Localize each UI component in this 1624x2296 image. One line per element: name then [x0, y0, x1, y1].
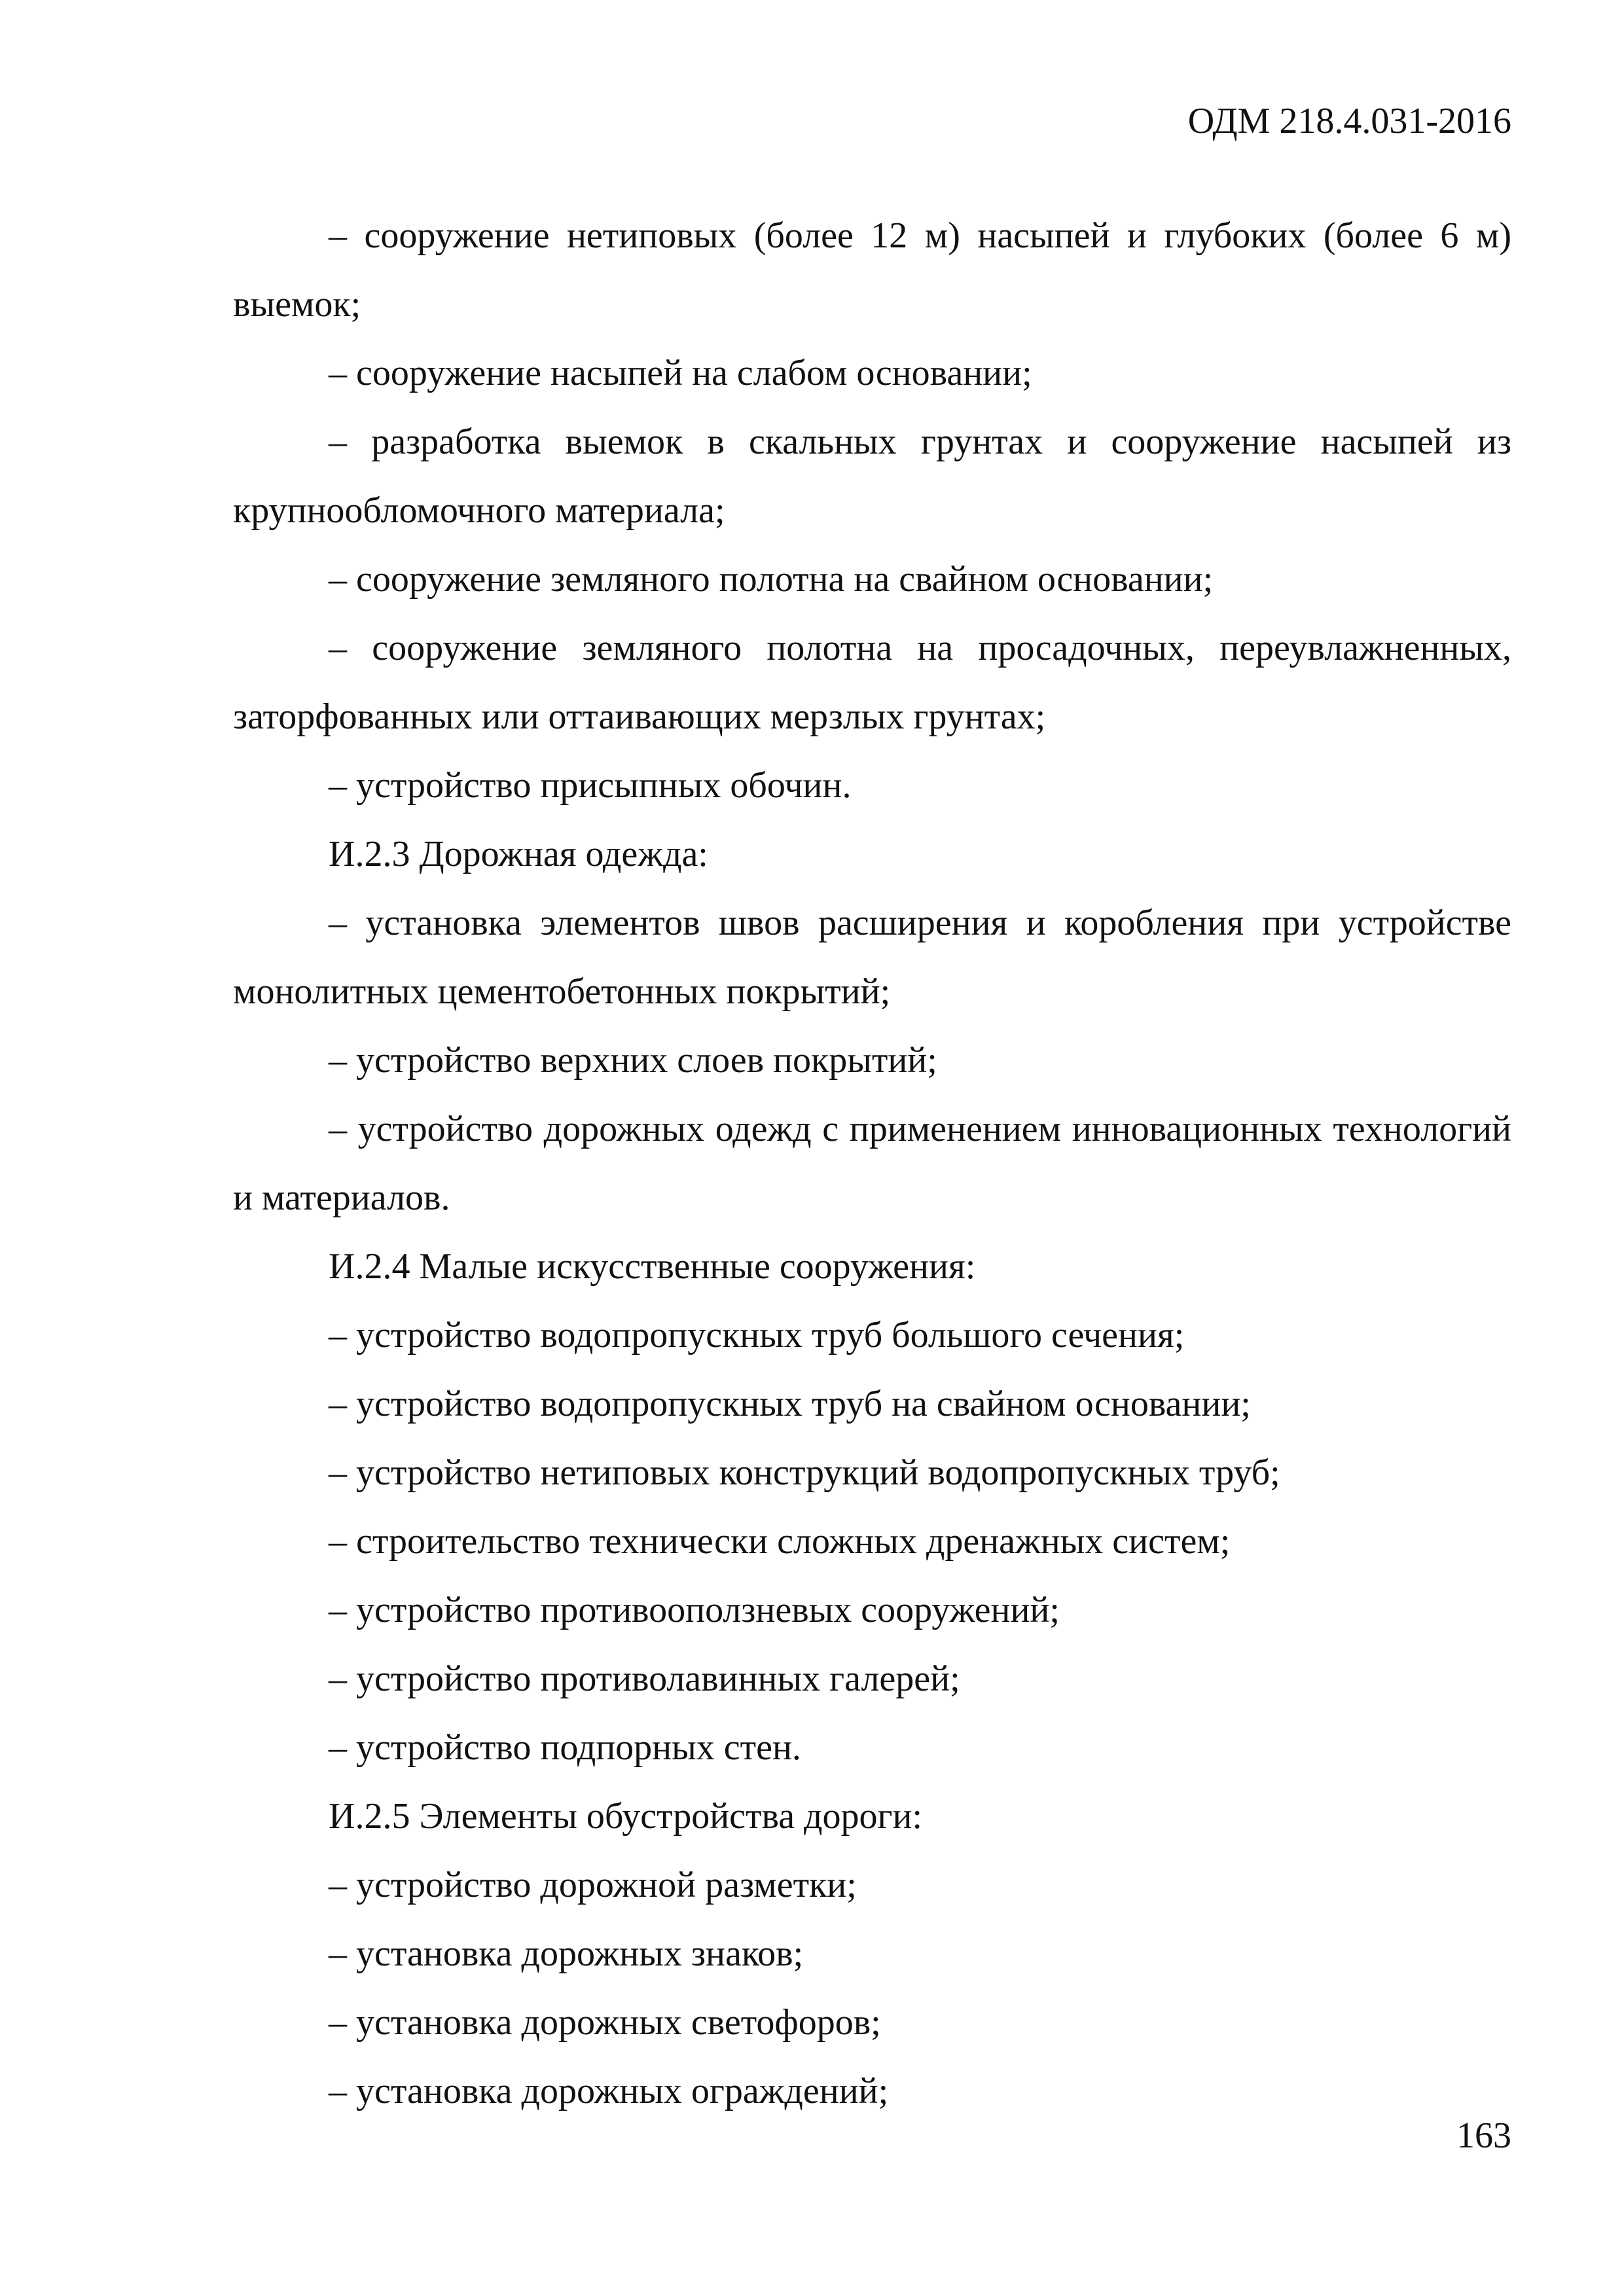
paragraph: – сооружение нетиповых (более 12 м) насыпей и глубоких (более 6 м) выемок; — [233, 215, 1511, 325]
paragraph: – сооружение земляного полотна на свайном основании; — [329, 559, 1214, 600]
paragraph: – устройство противооползневых сооружений; — [329, 1590, 1060, 1630]
paragraph: – установка дорожных светофоров; — [329, 2002, 881, 2043]
paragraph: – разработка выемок в скальных грунтах и сооружение насыпей из крупнообломочного материала; — [233, 422, 1511, 531]
paragraph: – устройство противолавинных галерей; — [329, 1659, 960, 1699]
paragraph: – устройство водопропускных труб большого сечения; — [329, 1315, 1185, 1355]
paragraph: – устройство водопропускных труб на свайном основании; — [329, 1384, 1251, 1424]
section-heading: И.2.5 Элементы обустройства дороги: — [329, 1796, 923, 1837]
paragraph: – установка дорожных знаков; — [329, 1933, 804, 1974]
section-heading: И.2.3 Дорожная одежда: — [329, 834, 708, 874]
paragraph: – установка дорожных ограждений; — [329, 2071, 889, 2111]
paragraph: – устройство дорожных одежд с применением инновационных технологий и материалов. — [233, 1109, 1511, 1218]
paragraph: – строительство технически сложных дренажных систем; — [329, 1521, 1231, 1562]
paragraph: – устройство дорожной разметки; — [329, 1865, 857, 1905]
page-number: 163 — [1456, 2115, 1511, 2156]
paragraph: – сооружение насыпей на слабом основании; — [329, 353, 1032, 393]
paragraph: – устройство присыпных обочин. — [329, 765, 852, 806]
section-heading: И.2.4 Малые искусственные сооружения: — [329, 1246, 976, 1287]
paragraph: – установка элементов швов расширения и коробления при устройстве монолитных цементобетонных покрытий; — [233, 903, 1511, 1012]
document-code-header: ОДМ 218.4.031-2016 — [1187, 101, 1511, 141]
paragraph: – сооружение земляного полотна на просадочных, переувлажненных, заторфованных или оттаивающих мерзлых грунтах; — [233, 628, 1511, 737]
paragraph: – устройство нетиповых конструкций водопропускных труб; — [329, 1452, 1280, 1493]
paragraph: – устройство подпорных стен. — [329, 1727, 801, 1768]
document-body — [233, 202, 1511, 2126]
paragraph: – устройство верхних слоев покрытий; — [329, 1040, 937, 1081]
